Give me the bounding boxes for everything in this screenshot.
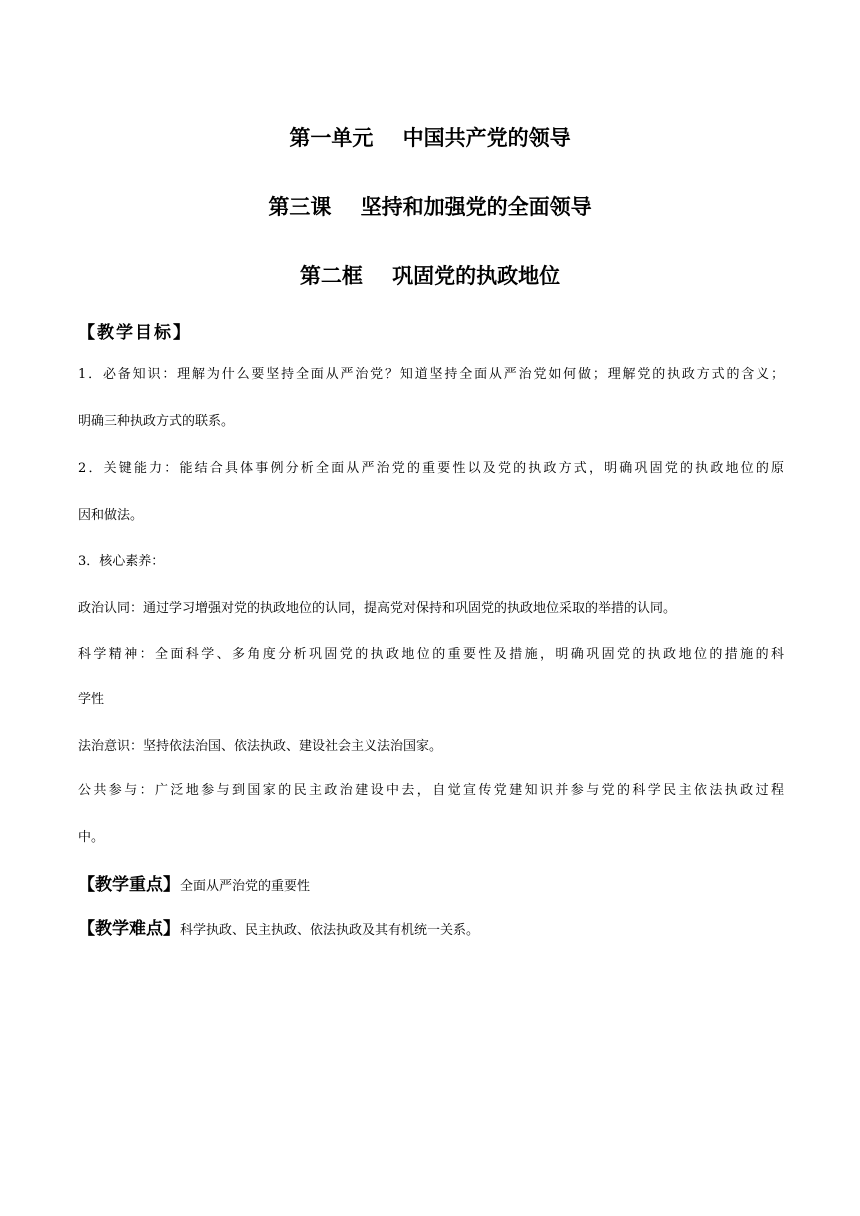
goal-item-2-line-1: 2．关键能力：能结合具体事例分析全面从严治党的重要性以及党的执政方式，明确巩固党的执政地位的原 <box>78 461 784 476</box>
goal-item-3: 3．核心素养： <box>78 554 165 569</box>
goal-item-2-line-2: 因和做法。 <box>78 508 144 523</box>
goal-item-1-line-2: 明确三种执政方式的联系。 <box>78 414 235 429</box>
key-point-label: 【教学重点】 <box>78 875 180 895</box>
scientific-spirit-line-1: 科学精神：全面科学、多角度分析巩固党的执政地位的重要性及措施，明确巩固党的执政地位的措施的科 <box>78 647 784 662</box>
unit-title: 第一单元 中国共产党的领导 <box>289 126 571 150</box>
political-identity: 政治认同：通过学习增强对党的执政地位的认同，提高党对保持和巩固党的执政地位采取的举措的认同。 <box>78 601 677 616</box>
public-participation-line-1: 公共参与：广泛地参与到国家的民主政治建设中去，自觉宣传党建知识并参与党的科学民主依法执政过程 <box>78 783 784 798</box>
difficult-point-row <box>78 917 479 943</box>
teaching-goals-heading: 【教学目标】 <box>78 323 192 343</box>
rule-of-law: 法治意识：坚持依法治国、依法执政、建设社会主义法治国家。 <box>78 739 443 754</box>
key-point-text: 全面从严治党的重要性 <box>180 879 311 894</box>
public-participation-line-2: 中。 <box>78 830 105 845</box>
frame-title: 第二框 巩固党的执政地位 <box>299 264 561 288</box>
difficult-point-label: 【教学难点】 <box>78 919 180 939</box>
goal-item-1-line-1: 1．必备知识：理解为什么要坚持全面从严治党？知道坚持全面从严治党如何做；理解党的执政方式的含义； <box>78 367 784 382</box>
key-point-row <box>78 873 310 899</box>
difficult-point-text: 科学执政、民主执政、依法执政及其有机统一关系。 <box>180 923 480 938</box>
lesson-title: 第三课 坚持和加强党的全面领导 <box>268 195 592 219</box>
scientific-spirit-line-2: 学性 <box>78 692 105 707</box>
